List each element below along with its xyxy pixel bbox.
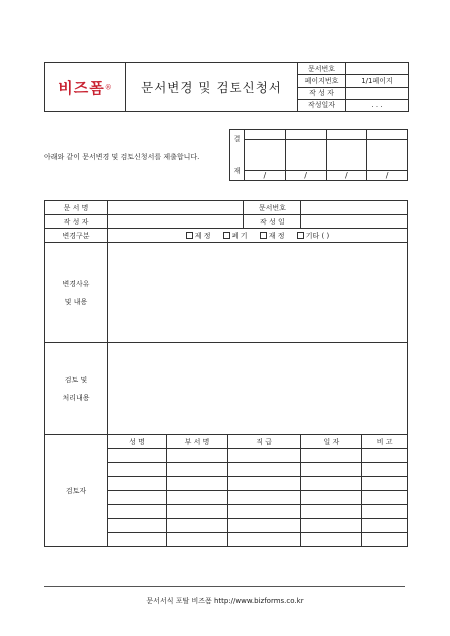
reviewers-label: 검토자 <box>45 435 108 547</box>
reviewer-cell[interactable] <box>108 449 167 463</box>
page-number-label: 페이지번호 <box>298 75 346 87</box>
reviewer-cell[interactable] <box>108 533 167 547</box>
change-reason-label <box>45 243 108 343</box>
checkbox-icon[interactable] <box>223 232 230 239</box>
created-date-label: 작성일자 <box>298 99 346 111</box>
reviewer-cell[interactable] <box>228 519 301 533</box>
approval-label <box>230 130 245 181</box>
approval-title-2[interactable] <box>285 130 326 140</box>
change-reason-label-line1: 변경사유 <box>62 279 90 288</box>
approval-label-top: 결 <box>233 135 241 143</box>
reviewer-cell[interactable] <box>108 477 167 491</box>
author-label: 작 성 자 <box>298 87 346 99</box>
doc-number-field[interactable] <box>346 63 409 75</box>
checkbox-icon[interactable] <box>186 232 193 239</box>
reviewer-header-dept: 부 서 명 <box>167 435 228 449</box>
doc-number-label: 문서번호 <box>298 63 346 75</box>
reviewer-cell[interactable] <box>362 533 408 547</box>
reviewer-cell[interactable] <box>301 449 362 463</box>
review-content-label <box>45 343 108 435</box>
reviewer-cell[interactable] <box>167 519 228 533</box>
approval-date-3[interactable]: / <box>326 171 367 181</box>
approval-date-4[interactable]: / <box>367 171 408 181</box>
reviewer-cell[interactable] <box>301 491 362 505</box>
reviewer-cell[interactable] <box>167 505 228 519</box>
form-doc-number-field[interactable] <box>301 201 408 215</box>
reviewer-cell[interactable] <box>228 533 301 547</box>
approval-label-bottom: 재 <box>233 167 241 175</box>
reviewer-cell[interactable] <box>362 519 408 533</box>
logo <box>45 63 126 112</box>
option-abolish[interactable] <box>223 232 248 240</box>
reviewer-cell[interactable] <box>167 463 228 477</box>
reviewer-header-date: 일 자 <box>301 435 362 449</box>
reviewer-cell[interactable] <box>167 533 228 547</box>
form-author-field[interactable] <box>108 215 244 229</box>
reviewer-cell[interactable] <box>228 463 301 477</box>
header-table <box>44 62 409 112</box>
approval-sign-3[interactable] <box>326 140 367 171</box>
reviewer-cell[interactable] <box>228 491 301 505</box>
doc-name-label: 문 서 명 <box>45 201 108 215</box>
reviewer-cell[interactable] <box>301 519 362 533</box>
form-doc-number-label: 문서번호 <box>244 201 301 215</box>
option-enact-label: 제 정 <box>194 231 211 240</box>
reviewer-cell[interactable] <box>301 463 362 477</box>
reviewer-cell[interactable] <box>362 491 408 505</box>
option-revise-label: 재 정 <box>268 231 285 240</box>
reviewer-cell[interactable] <box>167 491 228 505</box>
reviewer-cell[interactable] <box>301 505 362 519</box>
review-content-field[interactable] <box>108 343 408 435</box>
reviewer-header-note: 비 고 <box>362 435 408 449</box>
reviewer-cell[interactable] <box>108 491 167 505</box>
reviewer-cell[interactable] <box>362 477 408 491</box>
option-other-label: 기타 ( ) <box>305 231 330 240</box>
change-type-options <box>108 229 408 243</box>
form-date-label: 작 성 일 <box>244 215 301 229</box>
approval-title-3[interactable] <box>326 130 367 140</box>
reviewer-cell[interactable] <box>167 477 228 491</box>
reviewer-cell[interactable] <box>228 505 301 519</box>
checkbox-icon[interactable] <box>297 232 304 239</box>
option-other[interactable] <box>297 232 329 240</box>
intro-text: 아래와 같이 문서변경 및 검토신청서를 제출합니다. <box>44 153 200 161</box>
approval-title-4[interactable] <box>367 130 408 140</box>
reviewer-cell[interactable] <box>167 449 228 463</box>
reviewer-cell[interactable] <box>108 505 167 519</box>
registered-mark: ® <box>104 83 112 92</box>
approval-table <box>229 129 408 181</box>
reviewer-cell[interactable] <box>362 505 408 519</box>
footer-divider <box>44 586 405 587</box>
reviewer-cell[interactable] <box>362 463 408 477</box>
form-date-field[interactable] <box>301 215 408 229</box>
review-content-label-line2: 처리내용 <box>62 393 90 402</box>
reviewer-cell[interactable] <box>228 477 301 491</box>
form-author-label: 작 성 자 <box>45 215 108 229</box>
approval-date-1[interactable]: / <box>245 171 286 181</box>
approval-date-2[interactable]: / <box>285 171 326 181</box>
doc-name-field[interactable] <box>108 201 244 215</box>
reviewer-cell[interactable] <box>108 463 167 477</box>
change-reason-label-line2: 및 내용 <box>64 297 88 306</box>
footer-text: 문서서식 포탈 비즈폼 http://www.bizforms.co.kr <box>146 597 304 605</box>
reviewer-cell[interactable] <box>301 533 362 547</box>
approval-sign-2[interactable] <box>285 140 326 171</box>
page-number-field: 1/1페이지 <box>346 75 409 87</box>
reviewer-cell[interactable] <box>108 519 167 533</box>
approval-sign-4[interactable] <box>367 140 408 171</box>
approval-sign-1[interactable] <box>245 140 286 171</box>
document-title: 문서변경 및 검토신청서 <box>126 63 298 112</box>
logo-text: 비즈폼 <box>58 78 105 97</box>
approval-title-1[interactable] <box>245 130 286 140</box>
checkbox-icon[interactable] <box>260 232 267 239</box>
change-reason-field[interactable] <box>108 243 408 343</box>
author-field[interactable] <box>346 87 409 99</box>
request-form-table <box>44 200 408 547</box>
reviewer-cell[interactable] <box>301 477 362 491</box>
reviewer-header-name: 성 명 <box>108 435 167 449</box>
review-content-label-line1: 검토 및 <box>64 375 88 384</box>
option-revise[interactable] <box>260 232 285 240</box>
option-abolish-label: 폐 기 <box>231 231 248 240</box>
reviewer-header-rank: 직 급 <box>228 435 301 449</box>
reviewer-cell[interactable] <box>362 449 408 463</box>
created-date-field[interactable]: . . . <box>346 99 409 111</box>
option-enact[interactable] <box>186 232 211 240</box>
reviewer-cell[interactable] <box>228 449 301 463</box>
change-type-label: 변경구분 <box>45 229 108 243</box>
